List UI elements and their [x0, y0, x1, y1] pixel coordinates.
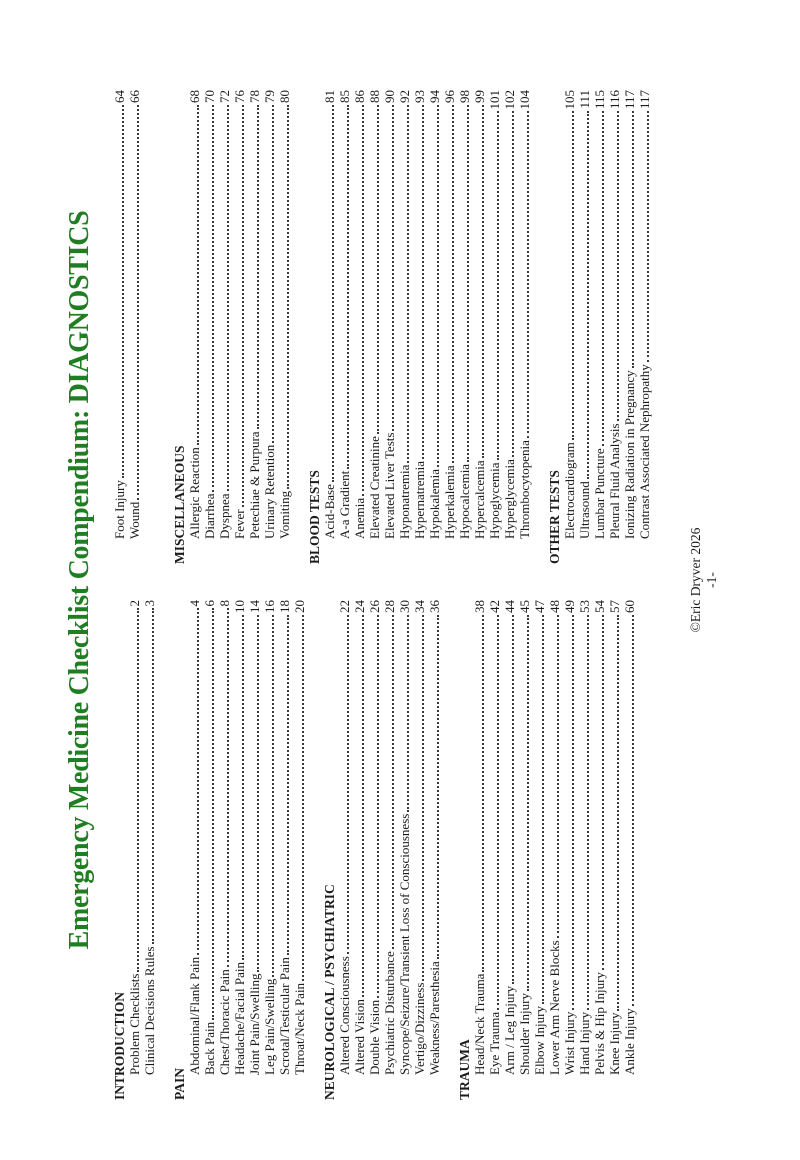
toc-entry-label: Altered Consciousness — [337, 956, 352, 1075]
toc-columns — [112, 0, 652, 1160]
toc-entry-label: Vomiting — [277, 490, 292, 539]
toc-entry-label: Hyperkalemia — [442, 465, 457, 539]
toc-entry — [277, 600, 292, 1075]
toc-entry-page: 16 — [262, 600, 277, 613]
toc-entry — [502, 90, 517, 539]
dot-leader — [497, 112, 499, 461]
toc-entry — [142, 600, 157, 1075]
toc-entry — [607, 600, 622, 1075]
toc-entry — [562, 600, 577, 1075]
document-title: Emergency Medicine Checklist Compendium: DIAGNOSTICS — [64, 210, 95, 950]
toc-entry-label: Pelvis & Hip Injury — [592, 972, 607, 1075]
toc-entry-page: 70 — [202, 90, 217, 103]
toc-entry-page: 111 — [577, 90, 592, 109]
dot-leader — [212, 105, 214, 492]
toc-entry — [457, 90, 472, 539]
dot-leader — [542, 615, 544, 1004]
toc-entry — [202, 90, 217, 539]
toc-entry-page: 115 — [592, 90, 607, 110]
toc-entry-page: 72 — [217, 90, 232, 103]
toc-entry-label: Diarrhea — [202, 493, 217, 539]
dot-leader — [137, 105, 139, 500]
dot-leader — [587, 111, 589, 480]
toc-entry-page: 99 — [472, 90, 487, 103]
toc-entry-page: 102 — [502, 90, 517, 110]
dot-leader — [287, 105, 289, 489]
toc-entry — [382, 90, 397, 539]
toc-entry-page: 117 — [622, 90, 637, 110]
toc-entry — [427, 90, 442, 539]
section-header: BLOOD TESTS — [307, 470, 322, 564]
dot-leader — [527, 112, 529, 439]
toc-entry-label: Arm / Leg Injury — [502, 985, 517, 1075]
toc-entry — [592, 600, 607, 1075]
toc-entry — [397, 90, 412, 539]
toc-entry — [217, 90, 232, 539]
toc-entry-label: Allergic Reaction — [187, 447, 202, 539]
toc-entry — [232, 90, 247, 539]
dot-leader — [227, 609, 229, 968]
dot-leader — [197, 105, 199, 445]
toc-entry-page: 60 — [622, 600, 637, 613]
toc-entry-page: 76 — [232, 90, 247, 103]
toc-entry-page: 6 — [202, 600, 217, 607]
toc-entry — [382, 600, 397, 1075]
toc-entry-label: Eye Trauma — [487, 1011, 502, 1075]
toc-entry-label: Back Pain — [202, 1021, 217, 1075]
toc-entry — [622, 90, 637, 539]
toc-entry-page: 93 — [412, 90, 427, 103]
dot-leader — [377, 615, 379, 998]
toc-entry-page: 45 — [517, 600, 532, 613]
toc-entry-label: Hypercalcemia — [472, 460, 487, 539]
toc-entry-label: Electrocardiogram — [562, 442, 577, 539]
toc-entry — [397, 600, 412, 1075]
toc-entry-label: Syncope/Seizure/Transient Loss of Consciousness — [397, 813, 412, 1075]
toc-entry — [352, 90, 367, 539]
toc-entry — [187, 90, 202, 539]
toc-entry-page: 34 — [412, 600, 427, 613]
toc-entry-label: Headache/Facial Pain — [232, 962, 247, 1075]
toc-entry-page: 3 — [142, 600, 157, 607]
toc-entry-label: Leg Pain/Swelling — [262, 978, 277, 1075]
dot-leader — [602, 111, 604, 446]
toc-entry-label: Lower Arm Nerve Blocks — [547, 940, 562, 1075]
dot-leader — [332, 105, 334, 482]
dot-leader — [347, 105, 349, 469]
toc-entry — [262, 600, 277, 1075]
toc-entry-label: Shoulder Injury — [517, 993, 532, 1075]
toc-entry-page: 90 — [382, 90, 397, 103]
dot-leader — [422, 615, 424, 981]
dot-leader — [632, 111, 634, 368]
dot-leader — [452, 105, 454, 463]
toc-section — [457, 600, 637, 1100]
toc-entry-label: Abdominal/Flank Pain — [187, 956, 202, 1075]
toc-entry-page: 101 — [487, 90, 502, 110]
toc-entry-label: A-a Gradient — [337, 470, 352, 539]
dot-leader — [362, 615, 364, 997]
toc-entry-page: 81 — [322, 90, 337, 103]
toc-entry-label: Hypernatremia — [412, 461, 427, 539]
dot-leader — [407, 105, 409, 463]
toc-entry-label: Dyspnea — [217, 493, 232, 539]
toc-entry — [247, 90, 262, 539]
toc-entry — [562, 90, 577, 539]
toc-entry — [322, 90, 337, 539]
dot-leader — [242, 615, 244, 960]
toc-entry-label: Hand Injury — [577, 1011, 592, 1075]
dot-leader — [482, 615, 484, 972]
toc-section — [547, 90, 652, 564]
dot-leader — [287, 615, 289, 955]
toc-entry — [232, 600, 247, 1075]
dot-leader — [392, 105, 394, 431]
toc-entry — [502, 600, 517, 1075]
dot-leader — [467, 105, 469, 462]
toc-entry — [112, 90, 127, 539]
toc-entry-label: Hypocalcemia — [457, 463, 472, 539]
dot-leader — [227, 105, 229, 492]
toc-entry — [367, 90, 382, 539]
dot-leader — [137, 609, 139, 972]
toc-entry — [592, 90, 607, 539]
toc-entry — [622, 600, 637, 1075]
toc-entry-page: 2 — [127, 600, 142, 607]
toc-entry-label: Thrombocytopenia — [517, 440, 532, 539]
toc-entry-label: Fever — [232, 509, 247, 539]
toc-entry-page: 4 — [187, 600, 202, 607]
toc-entry-page: 53 — [577, 600, 592, 613]
toc-entry-label: Pleural Fluid Analysis — [607, 423, 622, 539]
toc-entry-page: 57 — [607, 600, 622, 613]
toc-entry — [547, 600, 562, 1075]
toc-entry-page: 80 — [277, 90, 292, 103]
toc-entry-label: Ionizing Radiation in Pregnancy — [622, 370, 637, 539]
toc-entry-label: Elbow Injury — [532, 1006, 547, 1075]
toc-entry-label: Petechiae & Purpura — [247, 431, 262, 539]
toc-entry-page: 38 — [472, 600, 487, 613]
toc-entry — [487, 90, 502, 539]
footer-page-number: -1- — [704, 572, 719, 588]
toc-entry-page: 36 — [427, 600, 442, 613]
dot-leader — [152, 609, 154, 945]
toc-entry — [472, 90, 487, 539]
toc-entry-page: 66 — [127, 90, 142, 103]
toc-section — [172, 90, 292, 564]
toc-entry-page: 105 — [562, 90, 577, 110]
toc-entry-page: 88 — [367, 90, 382, 103]
toc-entry-label: Clinical Decisions Rules — [142, 946, 157, 1075]
toc-entry-label: Chest/Thoracic Pain — [217, 969, 232, 1075]
toc-entry-label: Wrist Injury — [562, 1011, 577, 1075]
toc-entry — [637, 90, 652, 539]
dot-leader — [257, 615, 259, 972]
toc-entry — [292, 600, 307, 1075]
dot-leader — [497, 615, 499, 1010]
toc-entry — [517, 90, 532, 539]
section-header: MISCELLANEOUS — [172, 445, 187, 564]
toc-entry-page: 42 — [487, 600, 502, 613]
dot-leader — [437, 615, 439, 959]
toc-entry-label: Joint Pain/Swelling — [247, 973, 262, 1075]
toc-entry-page: 20 — [292, 600, 307, 613]
toc-entry-label: Lumbar Puncture — [592, 448, 607, 539]
dot-leader — [482, 105, 484, 458]
toc-entry-page: 85 — [337, 90, 352, 103]
toc-entry-label: Scrotal/Testicular Pain — [277, 957, 292, 1075]
toc-section — [172, 600, 307, 1100]
toc-entry-label: Foot Injury — [112, 480, 127, 539]
toc-entry-label: Contrast Associated Nephropathy — [637, 364, 652, 539]
toc-entry — [337, 90, 352, 539]
toc-entry-label: Wound — [127, 501, 142, 539]
toc-section — [112, 600, 157, 1100]
dot-leader — [272, 105, 274, 443]
dot-leader — [617, 111, 619, 421]
dot-leader — [617, 615, 619, 1011]
dot-leader — [197, 609, 199, 955]
toc-entry-page: 47 — [532, 600, 547, 613]
dot-leader — [407, 615, 409, 812]
toc-entry — [577, 600, 592, 1075]
toc-section — [307, 90, 532, 564]
dot-leader — [512, 615, 514, 984]
toc-entry — [262, 90, 277, 539]
toc-entry-page: 22 — [337, 600, 352, 613]
toc-entry — [412, 600, 427, 1075]
toc-entry-page: 117 — [637, 90, 652, 110]
toc-entry — [217, 600, 232, 1075]
dot-leader — [527, 615, 529, 991]
dot-leader — [602, 615, 604, 970]
section-header: INTRODUCTION — [112, 991, 127, 1100]
dot-leader — [512, 112, 514, 458]
toc-entry-label: Vertigo/Dizziness — [412, 982, 427, 1075]
toc-entry-page: 49 — [562, 600, 577, 613]
toc-entry-label: Anemia — [352, 497, 367, 539]
toc-entry-page: 54 — [592, 600, 607, 613]
toc-entry-page: 48 — [547, 600, 562, 613]
toc-entry — [247, 600, 262, 1075]
toc-entry-page: 96 — [442, 90, 457, 103]
toc-entry — [277, 90, 292, 539]
dot-leader — [272, 615, 274, 977]
toc-entry — [577, 90, 592, 539]
toc-entry — [427, 600, 442, 1075]
section-header: NEUROLOGICAL / PSYCHIATRIC — [322, 884, 337, 1100]
toc-entry — [127, 600, 142, 1075]
dot-leader — [437, 105, 439, 467]
toc-entry — [412, 90, 427, 539]
toc-entry-page: 64 — [112, 90, 127, 103]
section-header: OTHER TESTS — [547, 470, 562, 564]
dot-leader — [212, 609, 214, 1020]
toc-entry — [532, 600, 547, 1075]
toc-entry-page: 94 — [427, 90, 442, 103]
toc-entry-page: 68 — [187, 90, 202, 103]
dot-leader — [422, 105, 424, 459]
toc-entry-page: 26 — [367, 600, 382, 613]
toc-entry-label: Altered Vision — [352, 999, 367, 1075]
toc-entry-label: Problem Checklists — [127, 973, 142, 1075]
toc-entry-page: 104 — [517, 90, 532, 110]
toc-entry-label: Hypoglycemia — [487, 462, 502, 539]
toc-entry-label: Head/Neck Trauma — [472, 973, 487, 1075]
toc-entry-label: Psychiatric Disturbance — [382, 951, 397, 1075]
toc-entry — [607, 90, 622, 539]
toc-entry-page: 98 — [457, 90, 472, 103]
toc-entry-label: Weakness/Paresthesia — [427, 961, 442, 1075]
toc-entry-page: 79 — [262, 90, 277, 103]
toc-section — [322, 600, 442, 1100]
toc-column — [112, 90, 652, 564]
toc-entry-page: 8 — [217, 600, 232, 607]
toc-entry — [352, 600, 367, 1075]
toc-entry — [487, 600, 502, 1075]
dot-leader — [377, 105, 379, 434]
toc-entry-label: Urinary Retention — [262, 444, 277, 539]
toc-entry — [442, 90, 457, 539]
toc-entry-page: 14 — [247, 600, 262, 613]
toc-entry-page: 30 — [397, 600, 412, 613]
dot-leader — [122, 105, 124, 478]
toc-entry-label: Hyponatremia — [397, 464, 412, 539]
section-header: TRAUMA — [457, 1039, 472, 1100]
toc-entry-page: 44 — [502, 600, 517, 613]
toc-entry — [202, 600, 217, 1075]
toc-entry — [127, 90, 142, 539]
dot-leader — [572, 615, 574, 1010]
toc-entry-page: 116 — [607, 90, 622, 110]
dot-leader — [572, 112, 574, 441]
dot-leader — [302, 615, 304, 981]
toc-entry-page: 24 — [352, 600, 367, 613]
toc-entry-label: Elevated Liver Tests — [382, 432, 397, 539]
toc-entry-page: 18 — [277, 600, 292, 613]
dot-leader — [362, 105, 364, 496]
toc-entry-page: 10 — [232, 600, 247, 613]
toc-entry-label: Elevated Creatinine — [367, 436, 382, 539]
toc-section — [112, 90, 142, 564]
toc-entry-label: Acid-Base — [322, 484, 337, 539]
dot-leader — [632, 615, 634, 1006]
toc-entry — [517, 600, 532, 1075]
toc-entry-label: Knee Injury — [607, 1012, 622, 1075]
footer-copyright: ©Eric Dryver 2026 — [688, 527, 703, 633]
toc-entry-page: 28 — [382, 600, 397, 613]
toc-entry-label: Hyperglycemia — [502, 459, 517, 539]
toc-entry-label: Double Vision — [367, 999, 382, 1075]
toc-entry — [337, 600, 352, 1075]
toc-entry-page: 78 — [247, 90, 262, 103]
dot-leader — [392, 615, 394, 949]
dot-leader — [647, 111, 649, 362]
section-header: PAIN — [172, 1068, 187, 1100]
toc-entry — [187, 600, 202, 1075]
dot-leader — [257, 105, 259, 429]
toc-entry-label: Ankle Injury — [622, 1008, 637, 1075]
toc-entry-page: 86 — [352, 90, 367, 103]
toc-entry-label: Ultrasound — [577, 481, 592, 539]
dot-leader — [587, 615, 589, 1010]
toc-entry — [367, 600, 382, 1075]
dot-leader — [242, 105, 244, 507]
toc-entry-page: 92 — [397, 90, 412, 103]
page-footer — [688, 0, 720, 1160]
toc-entry-label: Hypokalemia — [427, 468, 442, 539]
toc-entry-label: Throat/Neck Pain — [292, 982, 307, 1075]
dot-leader — [557, 615, 559, 938]
dot-leader — [347, 615, 349, 954]
toc-column — [112, 600, 652, 1100]
toc-entry — [472, 600, 487, 1075]
